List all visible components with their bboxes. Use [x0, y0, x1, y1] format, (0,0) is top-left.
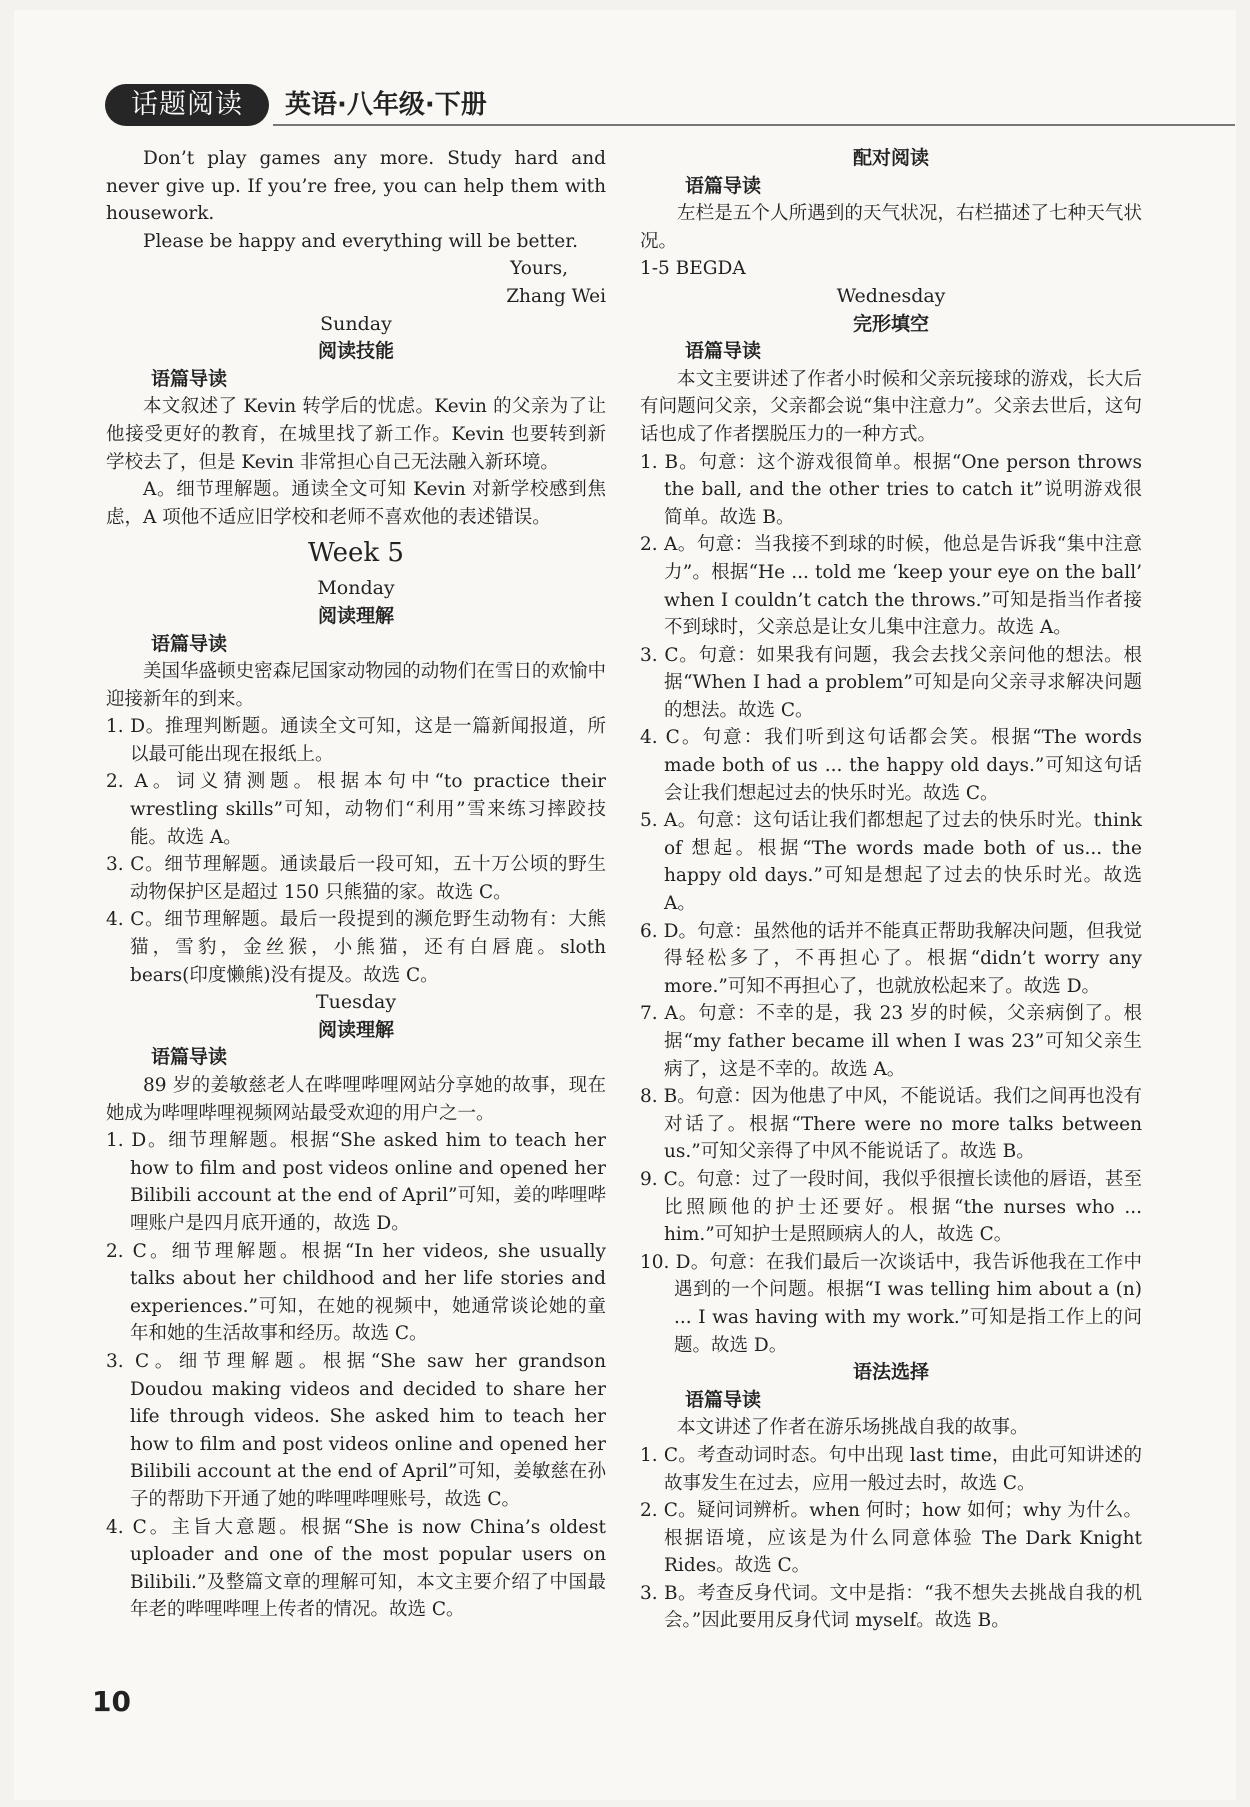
header-rule [273, 124, 1235, 126]
answer-item: 3. B。考查反身代词。文中是指：“我不想失去挑战自我的机会。”因此要用反身代词 myself。故选 B。 [640, 1582, 1142, 1632]
answer-item: 10. D。句意：在我们最后一次谈话中，我告诉他我在工作中遇到的一个问题。根据“I was telling him about a (n) ... I was having with my work.”可知是指工作上的问题。故选 D。 [640, 1251, 1142, 1356]
series-badge: 话题阅读 [105, 84, 269, 126]
section-heading: 配对阅读 [852, 147, 929, 169]
summary-text: 美国华盛顿史密森尼国家动物园的动物们在雪日的欢愉中迎接新年的到来。 [106, 661, 606, 710]
answer-item: 2. C。疑问词辨析。when 何时；how 如何；why 为什么。根据语境，应该是为什么同意体验 The Dark Knight Rides。故选 C。 [640, 1500, 1142, 1577]
answer-key: 1-5 BEGDA [640, 258, 746, 280]
lead-heading: 语篇导读 [685, 340, 762, 363]
answer-item: 4. C。句意：我们听到这句话都会笑。根据“The words made both of us ... the happy old days.”可知这句话会让我们想起过去的快乐时光。故选 C。 [640, 727, 1142, 804]
book-title: 英语·八年级·下册 [285, 90, 487, 120]
answer-text: A。细节理解题。通读全文可知 Kevin 对新学校感到焦虑，A 项他不适应旧学校和老师不喜欢他的表述错误。 [106, 479, 606, 528]
letter-paragraph: Please be happy and everything will be better. [143, 230, 578, 252]
day-heading: Monday [317, 577, 395, 600]
page-header [105, 80, 1235, 130]
day-heading: Tuesday [315, 991, 397, 1014]
summary-text: 89 岁的姜敏慈老人在哔哩哔哩网站分享她的故事，现在她成为哔哩哔哩视频网站最受欢迎的用户之一。 [106, 1075, 606, 1124]
summary-text: 左栏是五个人所遇到的天气状况，右栏描述了七种天气状况。 [640, 203, 1142, 252]
answer-item: 2. A。词义猜测题。根据本句中“to practice their wrestling skills”可知，动物们“利用”雪来练习摔跤技能。故选 A。 [106, 771, 606, 848]
answer-item: 5. A。句意：这句话让我们都想起了过去的快乐时光。think of 想起。根据“The words made both of us... the happy old days.”可知是想起了过去的快乐时光。故选 A。 [640, 810, 1142, 915]
section-heading: 语法选择 [852, 1361, 929, 1384]
answer-item: 2. C。细节理解题。根据“In her videos, she usually talks about her childhood and her life stories and experiences.”可知，在她的视频中，她通常谈论她的童年和她的生活故事和经历。故选 C。 [106, 1240, 606, 1345]
section-heading: 阅读技能 [317, 340, 394, 363]
answer-item: 1. D。推理判断题。通读全文可知，这是一篇新闻报道，所以最可能出现在报纸上。 [106, 716, 606, 765]
answer-item: 7. A。句意：不幸的是，我 23 岁的时候，父亲病倒了。根据“my father became ill when I was 23”可知父亲生病了，这是不幸的。故选 A。 [640, 1003, 1142, 1080]
day-heading: Sunday [320, 312, 392, 335]
section-heading: 完形填空 [852, 312, 929, 335]
left-column [106, 145, 606, 1624]
answer-item: 1. D。细节理解题。根据“She asked him to teach her how to film and post videos online and opened her Bilibili account at the end of April”可知，姜的哔哩哔哩账户是四月底开通的，故选 D。 [106, 1130, 606, 1234]
letter-paragraph: Don’t play games any more. Study hard and never give up. If you’re free, you can help them with housework. [106, 148, 606, 225]
section-heading: 阅读理解 [317, 604, 394, 627]
answer-item: 2. A。句意：当我接不到球的时候，他总是告诉我“集中注意力”。根据“He ... told me ‘keep your eye on the ball’ when I couldn’t catch the throws.”可知是指当作者接不到球时，父亲总是让女儿集中注意力。故选 A。 [640, 534, 1142, 639]
right-column [640, 145, 1142, 1635]
page-number: 10 [92, 1685, 131, 1718]
lead-heading: 语篇导读 [151, 1046, 228, 1069]
answer-item: 4. C。细节理解题。最后一段提到的濒危野生动物有：大熊猫，雪豹，金丝猴，小熊猫，还有白唇鹿。sloth bears(印度懒熊)没有提及。故选 C。 [106, 909, 606, 986]
summary-text: 本文讲述了作者在游乐场挑战自我的故事。 [677, 1417, 1029, 1439]
letter-signature: Zhang Wei [506, 285, 606, 307]
section-heading: 阅读理解 [317, 1018, 394, 1041]
day-heading: Wednesday [836, 284, 946, 307]
answer-item: 3. C。细节理解题。根据“She saw her grandson Doudou making videos and decided to share her life through videos. She asked him to teach her how to film and post videos online and opened her Bilibili account at the end of April”可知，姜敏慈在孙子的帮助下开通了她的哔哩哔哩账号，故选 C。 [106, 1350, 606, 1510]
lead-heading: 语篇导读 [151, 632, 228, 655]
answer-item: 4. C。主旨大意题。根据“She is now China’s oldest uploader and one of the most popular users on Bilibili.”及整篇文章的理解可知，本文主要介绍了中国最年老的哔哩哔哩上传者的情况。故选 C。 [106, 1516, 606, 1621]
summary-text: 本文叙述了 Kevin 转学后的忧虑。Kevin 的父亲为了让他接受更好的教育，在城里找了新工作。Kevin 也要转到新学校去了，但是 Kevin 非常担心自己无法融入新环境。 [106, 396, 606, 473]
letter-closing: Yours, [510, 258, 568, 280]
answer-item: 1. B。句意：这个游戏很简单。根据“One person throws the ball, and the other tries to catch it”说明游戏很简单。故选 B。 [640, 451, 1142, 528]
answer-item: 3. C。句意：如果我有问题，我会去找父亲问他的想法。根据“When I had a problem”可知是向父亲寻求解决问题的想法。故选 C。 [640, 644, 1142, 721]
answer-item: 6. D。句意：虽然他的话并不能真正帮助我解决问题，但我觉得轻松多了，不再担心了。根据“didn’t worry any more.”可知不再担心了，也就放松起来了。故选 D。 [640, 920, 1142, 997]
answer-item: 1. C。考查动词时态。句中出现 last time，由此可知讲述的故事发生在过去，应用一般过去时，故选 C。 [640, 1444, 1142, 1494]
answer-item: 3. C。细节理解题。通读最后一段可知，五十万公顷的野生动物保护区是超过 150 只熊猫的家。故选 C。 [106, 854, 606, 903]
week-heading: Week 5 [308, 538, 404, 569]
summary-text: 本文主要讲述了作者小时候和父亲玩接球的游戏，长大后有问题问父亲，父亲都会说“集中注意力”。父亲去世后，这句话也成了作者摆脱压力的一种方式。 [640, 368, 1142, 445]
lead-heading: 语篇导读 [151, 367, 228, 390]
answer-item: 9. C。句意：过了一段时间，我似乎很擅长读他的唇语，甚至比照顾他的护士还要好。根据“the nurses who ... him.”可知护士是照顾病人的人，故选 C。 [640, 1168, 1142, 1246]
lead-heading: 语篇导读 [685, 1388, 762, 1411]
answer-item: 8. B。句意：因为他患了中风，不能说话。我们之间再也没有对话了。根据“There were no more talks between us.”可知父亲得了中风不能说话了。故选 B。 [640, 1086, 1142, 1163]
lead-heading: 语篇导读 [685, 174, 762, 197]
